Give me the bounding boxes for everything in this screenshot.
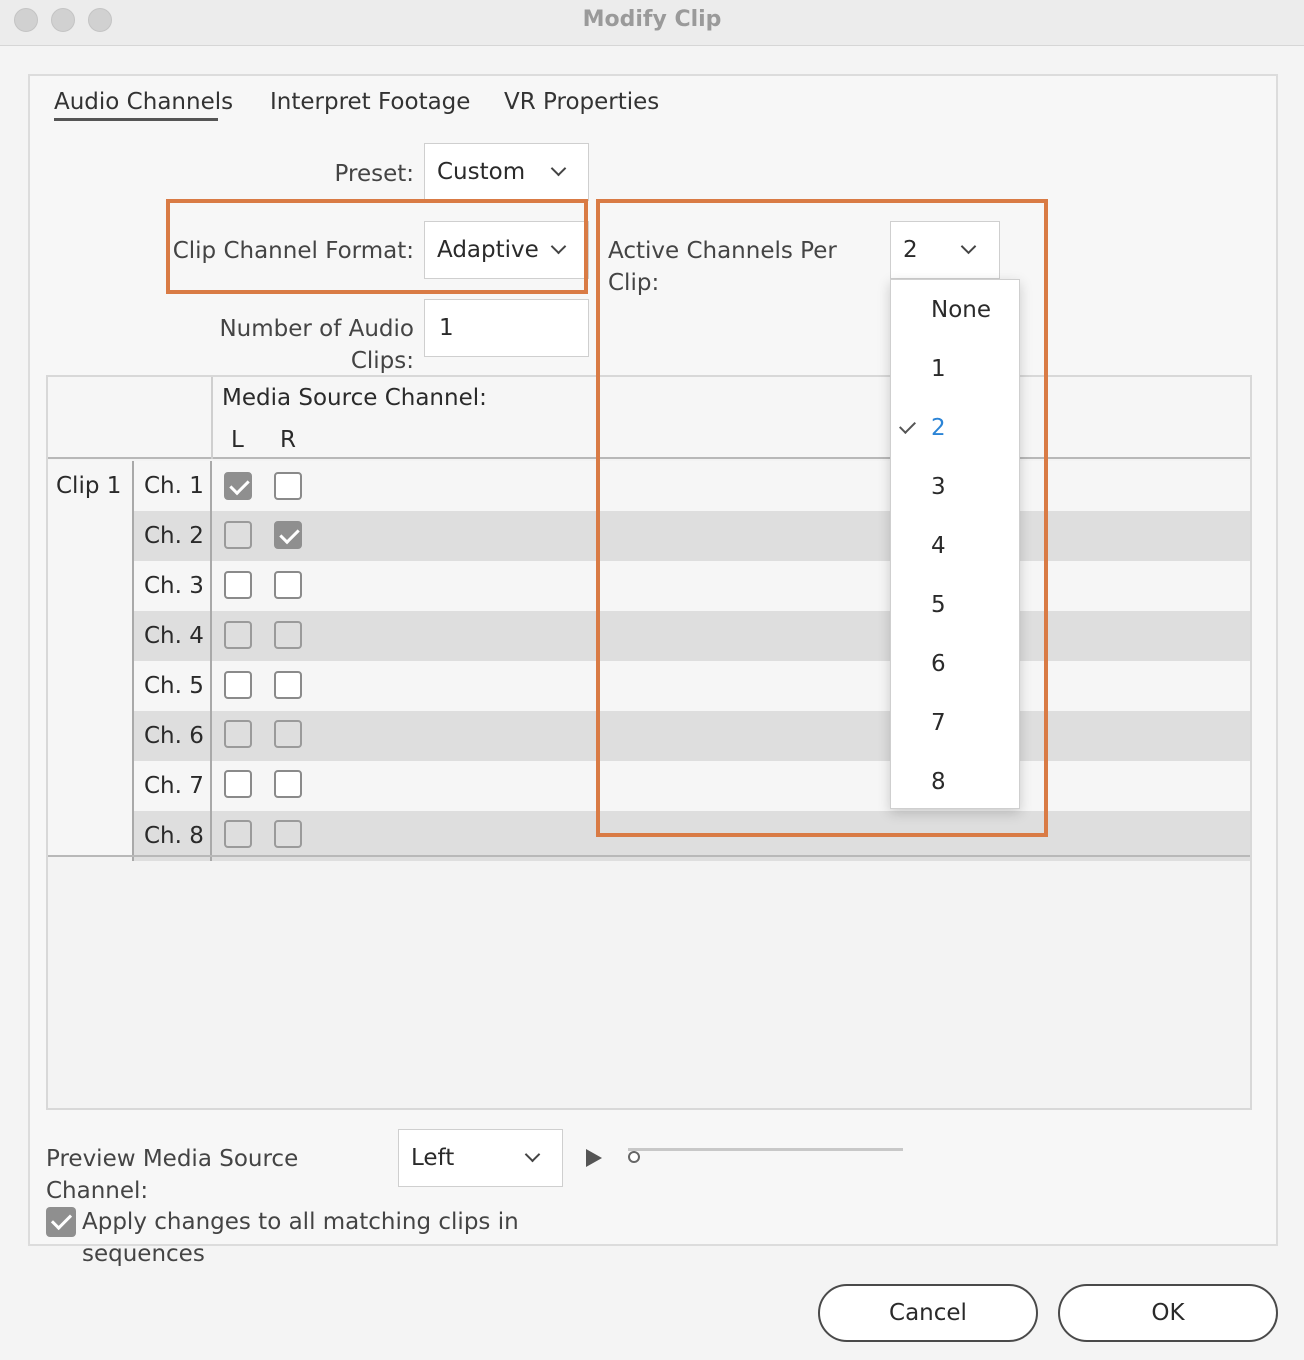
num-audio-clips-label: Number of Audio Clips: — [219, 316, 414, 374]
preview-channel-label: Preview Media Source Channel: — [46, 1146, 299, 1204]
window-title: Modify Clip — [582, 7, 722, 32]
tab-vr-properties[interactable]: VR Properties — [504, 89, 660, 115]
option-label: 5 — [931, 592, 946, 618]
table-bottom-border — [48, 855, 1250, 857]
preview-slider-track[interactable] — [628, 1148, 903, 1151]
option-label: 7 — [931, 710, 946, 736]
option-label: 4 — [931, 533, 946, 559]
option-label: None — [931, 297, 992, 323]
num-audio-clips-value: 1 — [439, 315, 454, 341]
active-channels-label: Active Channels Per Clip: — [608, 238, 837, 296]
ch8-left-checkbox[interactable] — [224, 820, 252, 848]
preset-value: Custom — [437, 159, 526, 185]
media-source-channel-header: Media Source Channel: — [222, 385, 487, 411]
tab-interpret-footage[interactable]: Interpret Footage — [270, 89, 471, 115]
dropdown-option-2[interactable] — [891, 408, 1021, 448]
active-tab-indicator — [54, 118, 218, 121]
column-left-header: L — [231, 427, 244, 453]
channel-label: Ch. 6 — [132, 711, 212, 761]
play-icon[interactable] — [586, 1149, 602, 1167]
header-divider — [211, 377, 213, 459]
option-label: 1 — [931, 356, 946, 382]
apply-changes-label: Apply changes to all matching clips in sequences — [82, 1209, 519, 1267]
cancel-button[interactable]: Cancel — [818, 1284, 1038, 1342]
chevron-down-icon — [525, 1147, 541, 1163]
channel-label: Ch. 8 — [132, 811, 212, 861]
channel-label: Ch. 5 — [132, 661, 212, 711]
channel-label: Ch. 3 — [132, 561, 212, 611]
ch1-right-checkbox[interactable] — [274, 472, 302, 500]
dropdown-option-7[interactable] — [891, 703, 1021, 743]
dropdown-option-5[interactable] — [891, 585, 1021, 625]
ch5-left-checkbox[interactable] — [224, 671, 252, 699]
clip-column — [48, 460, 132, 855]
ch7-left-checkbox[interactable] — [224, 770, 252, 798]
ch2-right-checkbox[interactable] — [274, 521, 302, 549]
option-label: 3 — [931, 474, 946, 500]
active-channels-value: 2 — [903, 237, 918, 263]
clip-channel-format-label: Clip Channel Format: — [172, 238, 414, 264]
title-bar — [0, 0, 1304, 46]
ch5-right-checkbox[interactable] — [274, 671, 302, 699]
ch3-right-checkbox[interactable] — [274, 571, 302, 599]
channel-label: Ch. 7 — [132, 761, 212, 811]
active-channels-dropdown-menu — [890, 279, 1020, 809]
ok-button[interactable]: OK — [1058, 1284, 1278, 1342]
option-label: 2 — [931, 415, 946, 441]
chevron-down-icon — [551, 161, 567, 177]
preset-label: Preset: — [334, 161, 414, 187]
channel-label: Ch. 2 — [132, 511, 212, 561]
num-audio-clips-input[interactable] — [424, 299, 589, 357]
ch2-left-checkbox[interactable] — [224, 521, 252, 549]
dropdown-option-4[interactable] — [891, 526, 1021, 566]
ch8-right-checkbox[interactable] — [274, 820, 302, 848]
apply-changes-checkbox[interactable] — [46, 1207, 76, 1237]
active-channels-select[interactable] — [890, 221, 1000, 279]
tab-audio-channels[interactable]: Audio Channels — [54, 89, 234, 115]
chevron-down-icon — [961, 239, 977, 255]
dropdown-option-3[interactable] — [891, 467, 1021, 507]
ch7-right-checkbox[interactable] — [274, 770, 302, 798]
ch4-left-checkbox[interactable] — [224, 621, 252, 649]
clip-label: Clip 1 — [56, 473, 122, 499]
preview-channel-value: Left — [411, 1145, 455, 1171]
dropdown-option-none[interactable] — [891, 290, 1021, 330]
preview-channel-select[interactable] — [398, 1129, 563, 1187]
channel-label: Ch. 4 — [132, 611, 212, 661]
ch6-right-checkbox[interactable] — [274, 720, 302, 748]
clip-channel-format-select[interactable] — [424, 221, 589, 279]
preset-select[interactable] — [424, 143, 589, 201]
dropdown-option-1[interactable] — [891, 349, 1021, 389]
option-label: 6 — [931, 651, 946, 677]
ch3-left-checkbox[interactable] — [224, 571, 252, 599]
chevron-down-icon — [551, 239, 567, 255]
checkmark-icon — [899, 417, 916, 434]
ch1-left-checkbox[interactable] — [224, 472, 252, 500]
channel-label: Ch. 1 — [132, 461, 212, 511]
column-right-header: R — [280, 427, 296, 453]
ch4-right-checkbox[interactable] — [274, 621, 302, 649]
ch6-left-checkbox[interactable] — [224, 720, 252, 748]
option-label: 8 — [931, 769, 946, 795]
clip-channel-format-value: Adaptive — [437, 237, 539, 263]
dropdown-option-6[interactable] — [891, 644, 1021, 684]
preview-slider-thumb[interactable] — [628, 1151, 640, 1163]
dropdown-option-8[interactable] — [891, 762, 1021, 802]
